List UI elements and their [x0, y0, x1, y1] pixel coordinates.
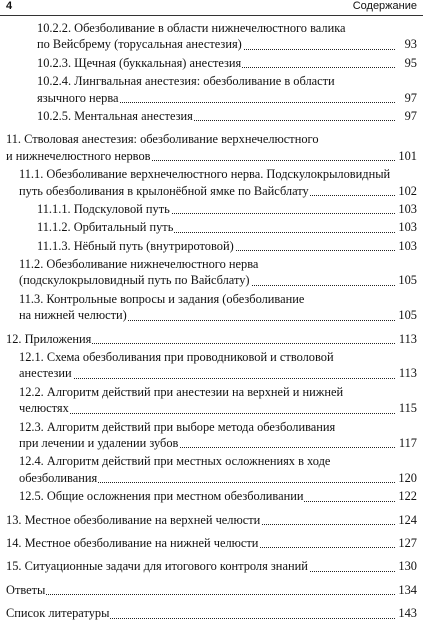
toc-entry[interactable]	[6, 512, 417, 528]
toc-entry-title: при лечении и удалении зубов	[19, 435, 179, 450]
toc-entry-line	[19, 470, 417, 486]
toc-entry-line	[19, 419, 417, 435]
toc-page-number: 105	[398, 273, 417, 288]
toc-entry-line	[19, 291, 417, 307]
toc-page-number: 97	[404, 108, 417, 123]
toc-entry[interactable]	[37, 55, 417, 71]
page-number: 4	[6, 0, 13, 12]
toc-entry-title: язычного нерва	[37, 90, 119, 105]
toc-entry[interactable]	[6, 558, 417, 574]
spacer	[0, 551, 423, 558]
toc-entry[interactable]	[6, 582, 417, 598]
toc-entry-title: 11.3. Контрольные вопросы и задания (обезболивание	[19, 291, 305, 306]
toc-page-number: 113	[398, 331, 417, 346]
toc-page-number: 93	[404, 37, 417, 52]
toc-entry-line	[19, 453, 417, 469]
toc-entry-line	[6, 331, 417, 347]
toc-entry-line	[37, 36, 417, 52]
toc-entry-line	[19, 166, 417, 182]
toc-entry-title: по Вейсбрему (торусальная анестезия)	[37, 37, 242, 52]
toc-entry-title: челюстях	[19, 401, 69, 416]
toc-entry-title: 10.2.2. Обезболивание в области нижнечелюстного валика	[37, 21, 346, 35]
toc-entry-line	[37, 238, 417, 254]
toc-entry-title: 12.1. Схема обезболивания при проводниковой и стволовой	[19, 350, 334, 365]
toc-entry-line	[6, 131, 417, 147]
toc-entry-title: и нижнечелюстного нервов	[6, 148, 151, 163]
toc-page-number: 103	[398, 220, 417, 235]
toc-entry-line	[6, 148, 417, 164]
toc-entry-line	[19, 384, 417, 400]
toc-entry-line	[19, 349, 417, 365]
toc-entry-title: 14. Местное обезболивание на нижней челюсти	[6, 535, 259, 550]
dot-leader	[19, 378, 395, 379]
toc-page-number: 143	[398, 606, 417, 621]
toc-entry-title: путь обезболивания в крылонёбной ямке по Вайсблату	[19, 183, 309, 198]
toc-entry-title: Список литературы	[6, 606, 110, 621]
toc-entry[interactable]	[19, 256, 417, 289]
dot-leader	[19, 413, 395, 414]
toc-entry-title: 11.1. Обезболивание верхнечелюстного нерва. Подскулокрыловидный	[19, 167, 391, 182]
toc-entry-title: на нижней челюсти)	[19, 308, 127, 323]
toc-page-number: 97	[404, 90, 417, 105]
toc-entry-title: 11.2. Обезболивание нижнечелюстного нерва	[19, 257, 259, 272]
toc-entry-line	[19, 488, 417, 504]
toc-entry-line	[37, 201, 417, 217]
toc-entry-line	[19, 435, 417, 451]
toc-page-number: 113	[398, 366, 417, 381]
toc-entry-line	[6, 605, 417, 621]
toc-entry-title: Ответы	[6, 582, 46, 597]
toc-entry[interactable]	[19, 291, 417, 324]
toc-entry[interactable]	[6, 605, 417, 621]
toc-page-number: 103	[398, 201, 417, 216]
toc-entry-line	[37, 73, 417, 89]
spacer	[0, 324, 423, 331]
toc-page-number: 105	[398, 308, 417, 323]
toc-entry-line	[19, 256, 417, 272]
toc-page-number: 127	[398, 535, 417, 550]
toc-entry-title: 10.2.5. Ментальная анестезия	[37, 108, 193, 123]
toc-entry[interactable]	[19, 166, 417, 199]
toc-entry[interactable]	[19, 349, 417, 382]
toc-entry-line	[19, 272, 417, 288]
toc-entry[interactable]	[6, 535, 417, 551]
table-of-contents	[0, 20, 423, 622]
toc-page-number: 103	[398, 238, 417, 253]
spacer	[0, 528, 423, 535]
toc-entry-line	[37, 108, 417, 124]
page-header	[0, 0, 423, 16]
toc-entry-title: 10.2.4. Лингвальная анестезия: обезболивание в области	[37, 74, 335, 89]
toc-entry[interactable]	[19, 488, 417, 504]
toc-page-number: 134	[398, 582, 417, 597]
dot-leader	[6, 594, 395, 595]
toc-entry-line	[37, 20, 417, 36]
toc-entry[interactable]	[37, 20, 417, 53]
toc-entry-title: 11.1.1. Подскуловой путь	[37, 201, 170, 216]
toc-entry-title: 12.2. Алгоритм действий при анестезии на верхней и нижней	[19, 384, 344, 399]
spacer	[0, 124, 423, 131]
toc-entry-line	[19, 183, 417, 199]
toc-entry-title: 13. Местное обезболивание на верхней челюсти	[6, 512, 261, 527]
toc-entry-title: 12. Приложения	[6, 331, 92, 346]
toc-entry-line	[19, 307, 417, 323]
toc-entry-line	[37, 90, 417, 106]
toc-entry[interactable]	[37, 219, 417, 235]
toc-entry-title: 12.4. Алгоритм действий при местных осложнениях в ходе	[19, 454, 331, 469]
toc-entry[interactable]	[19, 453, 417, 486]
toc-entry-line	[6, 512, 417, 528]
toc-page-number: 130	[398, 559, 417, 574]
toc-entry-title: обезболивания	[19, 470, 98, 485]
toc-entry[interactable]	[37, 201, 417, 217]
toc-entry[interactable]	[37, 238, 417, 254]
spacer	[0, 575, 423, 582]
toc-page-number: 124	[398, 512, 417, 527]
toc-entry-title: 11. Стволовая анестезия: обезболивание верхнечелюстного	[6, 132, 319, 147]
toc-entry-line	[6, 558, 417, 574]
toc-entry-title: (подскулокрыловидный путь по Вайсблату)	[19, 273, 250, 288]
toc-entry-line	[19, 400, 417, 416]
toc-entry-line	[19, 365, 417, 381]
toc-entry[interactable]	[37, 108, 417, 124]
toc-page-number: 101	[398, 148, 417, 163]
toc-page-number: 102	[398, 183, 417, 198]
toc-entry[interactable]	[6, 131, 417, 164]
toc-entry[interactable]	[19, 384, 417, 417]
toc-entry[interactable]	[37, 73, 417, 106]
toc-entry[interactable]	[6, 331, 417, 347]
toc-page-number: 122	[398, 489, 417, 504]
section-title: Содержание	[352, 0, 417, 12]
toc-entry[interactable]	[19, 419, 417, 452]
spacer	[0, 598, 423, 605]
toc-page-number: 95	[404, 55, 417, 70]
toc-entry-line	[6, 535, 417, 551]
toc-entry-line	[6, 582, 417, 598]
toc-entry-title: 10.2.3. Щечная (буккальная) анестезия	[37, 55, 242, 70]
toc-page-number: 115	[398, 401, 417, 416]
toc-entry-line	[37, 55, 417, 71]
spacer	[0, 505, 423, 512]
toc-entry-title: 11.1.3. Нёбный путь (внутриротовой)	[37, 238, 234, 253]
toc-page-number: 120	[398, 470, 417, 485]
toc-page-number: 117	[398, 435, 417, 450]
toc-entry-title: 12.3. Алгоритм действий при выборе метода обезболивания	[19, 419, 336, 434]
toc-entry-title: 11.1.2. Орбитальный путь	[37, 220, 174, 235]
toc-entry-line	[37, 219, 417, 235]
toc-entry-title: 15. Ситуационные задачи для итогового контроля знаний	[6, 559, 308, 574]
toc-entry-title: 12.5. Общие осложнения при местном обезболивании	[19, 489, 304, 504]
toc-entry-title: анестезии	[19, 366, 72, 381]
